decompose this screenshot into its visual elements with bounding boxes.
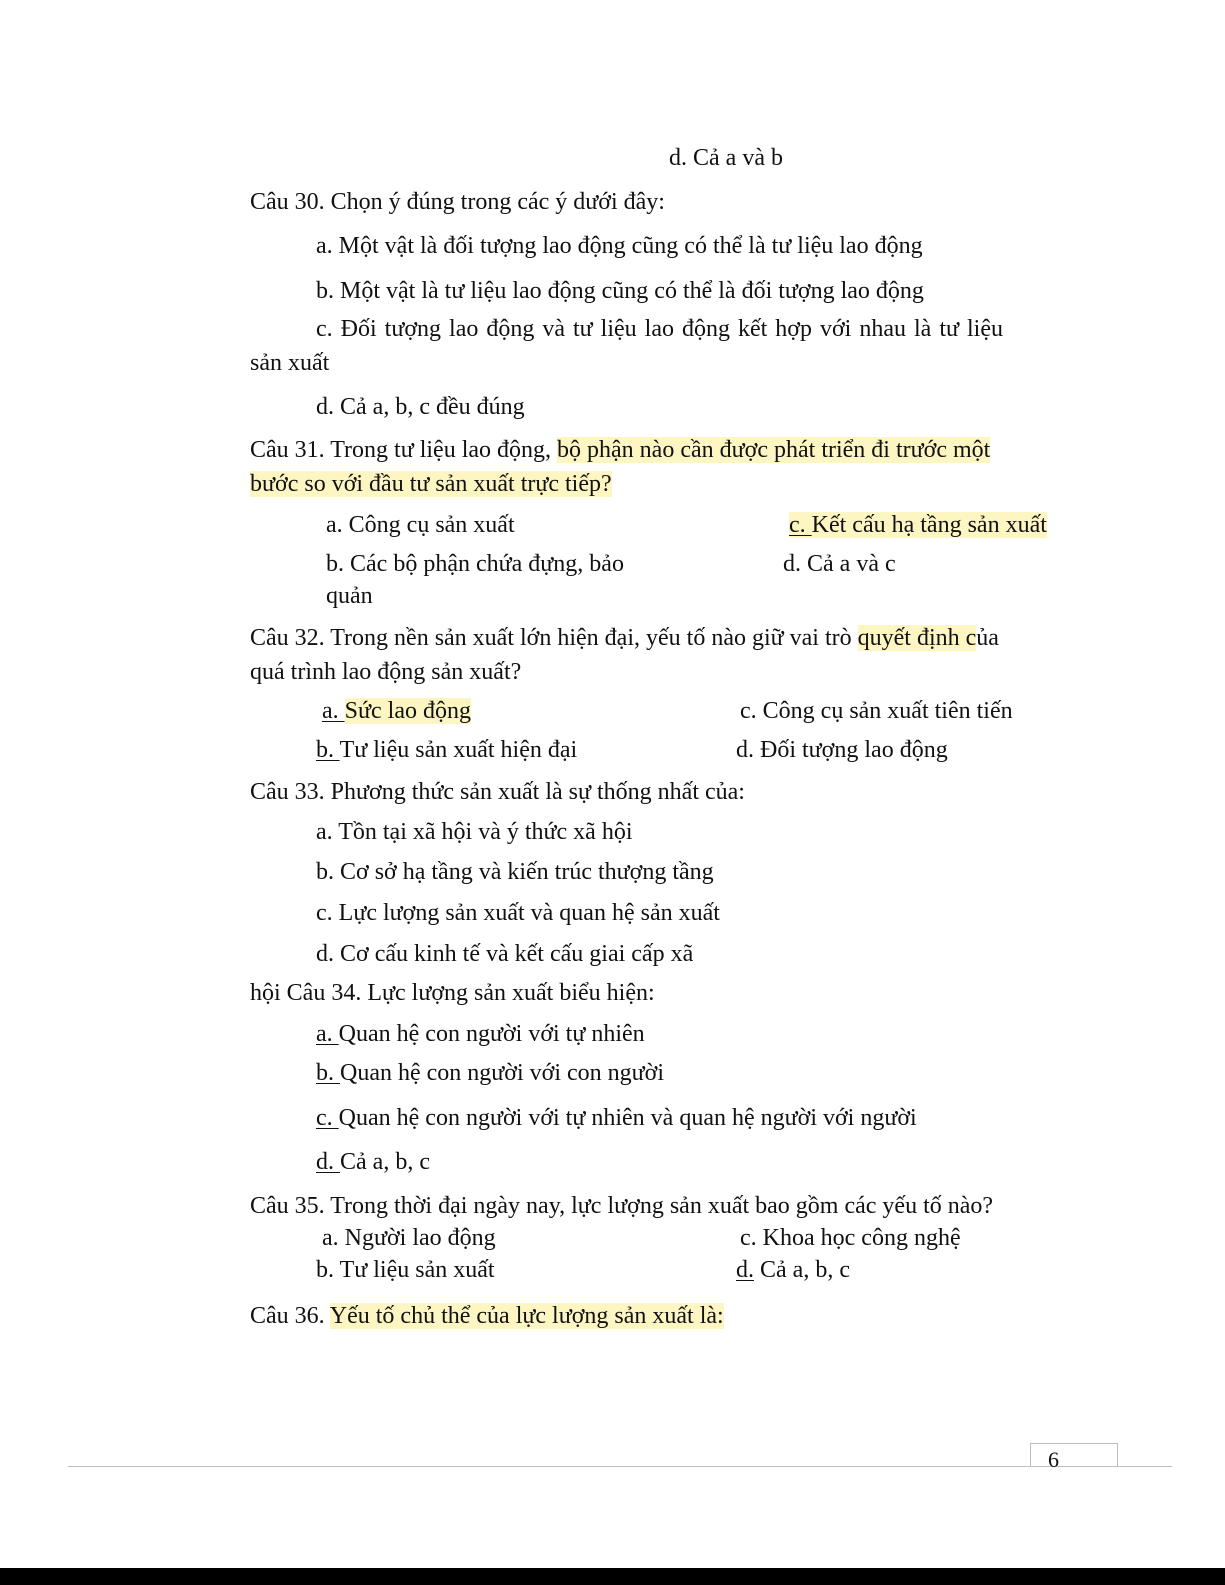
option-letter: c. — [789, 512, 812, 538]
q31-question: Câu 31. Trong tư liệu lao động, bộ phận nào cần được phát triển đi trước một — [250, 437, 991, 463]
q30-option-d: d. Cả a, b, c đều đúng — [316, 394, 525, 420]
option-letter: a. — [322, 698, 345, 724]
q32-option-b: b. Tư liệu sản xuất hiện đại — [316, 737, 578, 763]
q35-option-a: a. Người lao động — [322, 1225, 496, 1251]
q34-option-d: d. Cả a, b, c — [316, 1149, 430, 1175]
page-bottom-edge — [0, 1568, 1225, 1585]
q30-option-b: b. Một vật là tư liệu lao động cũng có thể là đối tượng lao động — [316, 278, 924, 304]
highlighted-text: quyết định c — [857, 625, 977, 651]
q30-option-c: c. Đối tượng lao động và tư liệu lao động kết hợp với nhau là tư liệu — [316, 316, 1003, 342]
option-letter: a. — [316, 1021, 339, 1047]
option-letter: c. — [316, 1105, 339, 1131]
q32-option-c: c. Công cụ sản xuất tiên tiến — [740, 698, 1013, 724]
highlighted-text: bộ phận nào cần được phát triển đi trước một — [557, 437, 991, 463]
q32-option-a — [322, 696, 471, 726]
q32-question-continued: quá trình lao động sản xuất? — [250, 659, 522, 685]
q33-option-b: b. Cơ sở hạ tầng và kiến trúc thượng tầng — [316, 859, 714, 885]
q31-option-b-continued: quản — [326, 583, 373, 609]
q33-option-c: c. Lực lượng sản xuất và quan hệ sản xuất — [316, 900, 720, 926]
q33-option-a: a. Tồn tại xã hội và ý thức xã hội — [316, 819, 633, 845]
option-letter: b. — [316, 1060, 340, 1086]
q31-option-c — [789, 510, 1047, 540]
q35-option-b: b. Tư liệu sản xuất — [316, 1257, 495, 1283]
highlighted-text: Kết cấu hạ tầng sản xuất — [811, 512, 1047, 538]
highlighted-text: Yếu tố chủ thể của lực lượng sản xuất là: — [329, 1303, 724, 1329]
q31-option-b: b. Các bộ phận chứa đựng, bảo — [326, 551, 624, 577]
q34-question: hội Câu 34. Lực lượng sản xuất biểu hiện: — [250, 980, 655, 1006]
q30-option-a: a. Một vật là đối tượng lao động cũng có thể là tư liệu lao động — [316, 233, 923, 259]
q31-question-continued — [250, 469, 612, 499]
option-letter: d. — [316, 1149, 340, 1175]
highlighted-text: bước so với đầu tư sản xuất trực tiếp? — [250, 471, 612, 497]
option-letter: b. — [316, 737, 340, 763]
q34-option-c: c. Quan hệ con người với tự nhiên và quan hệ người với người — [316, 1105, 917, 1131]
q35-question: Câu 35. Trong thời đại ngày nay, lực lượng sản xuất bao gồm các yếu tố nào? — [250, 1193, 994, 1219]
q31-option-a: a. Công cụ sản xuất — [326, 512, 515, 538]
q30-question: Câu 30. Chọn ý đúng trong các ý dưới đây: — [250, 189, 665, 215]
q31-option-d: d. Cả a và c — [783, 551, 896, 577]
q34-option-b: b. Quan hệ con người với con người — [316, 1060, 665, 1086]
q32-question: Câu 32. Trong nền sản xuất lớn hiện đại, yếu tố nào giữ vai trò quyết định của — [250, 625, 999, 651]
q33-question: Câu 33. Phương thức sản xuất là sự thống nhất của: — [250, 779, 745, 805]
q35-option-d: d. Cả a, b, c — [736, 1257, 850, 1283]
page-number: 6 — [1048, 1447, 1059, 1472]
q36-question: Câu 36. Yếu tố chủ thể của lực lượng sản xuất là: — [250, 1303, 724, 1329]
q30-option-c-continued: sản xuất — [250, 350, 330, 376]
footer-rule — [68, 1466, 1172, 1467]
page-number-box — [1030, 1443, 1118, 1466]
q32-option-d: d. Đối tượng lao động — [736, 737, 948, 763]
q29-option-d: d. Cả a và b — [669, 145, 783, 171]
q34-option-a: a. Quan hệ con người với tự nhiên — [316, 1021, 645, 1047]
option-letter: d. — [736, 1257, 754, 1283]
q33-option-d: d. Cơ cấu kinh tế và kết cấu giai cấp xã — [316, 941, 694, 967]
highlighted-text: Sức lao động — [344, 698, 471, 724]
q35-option-c: c. Khoa học công nghệ — [740, 1225, 961, 1251]
